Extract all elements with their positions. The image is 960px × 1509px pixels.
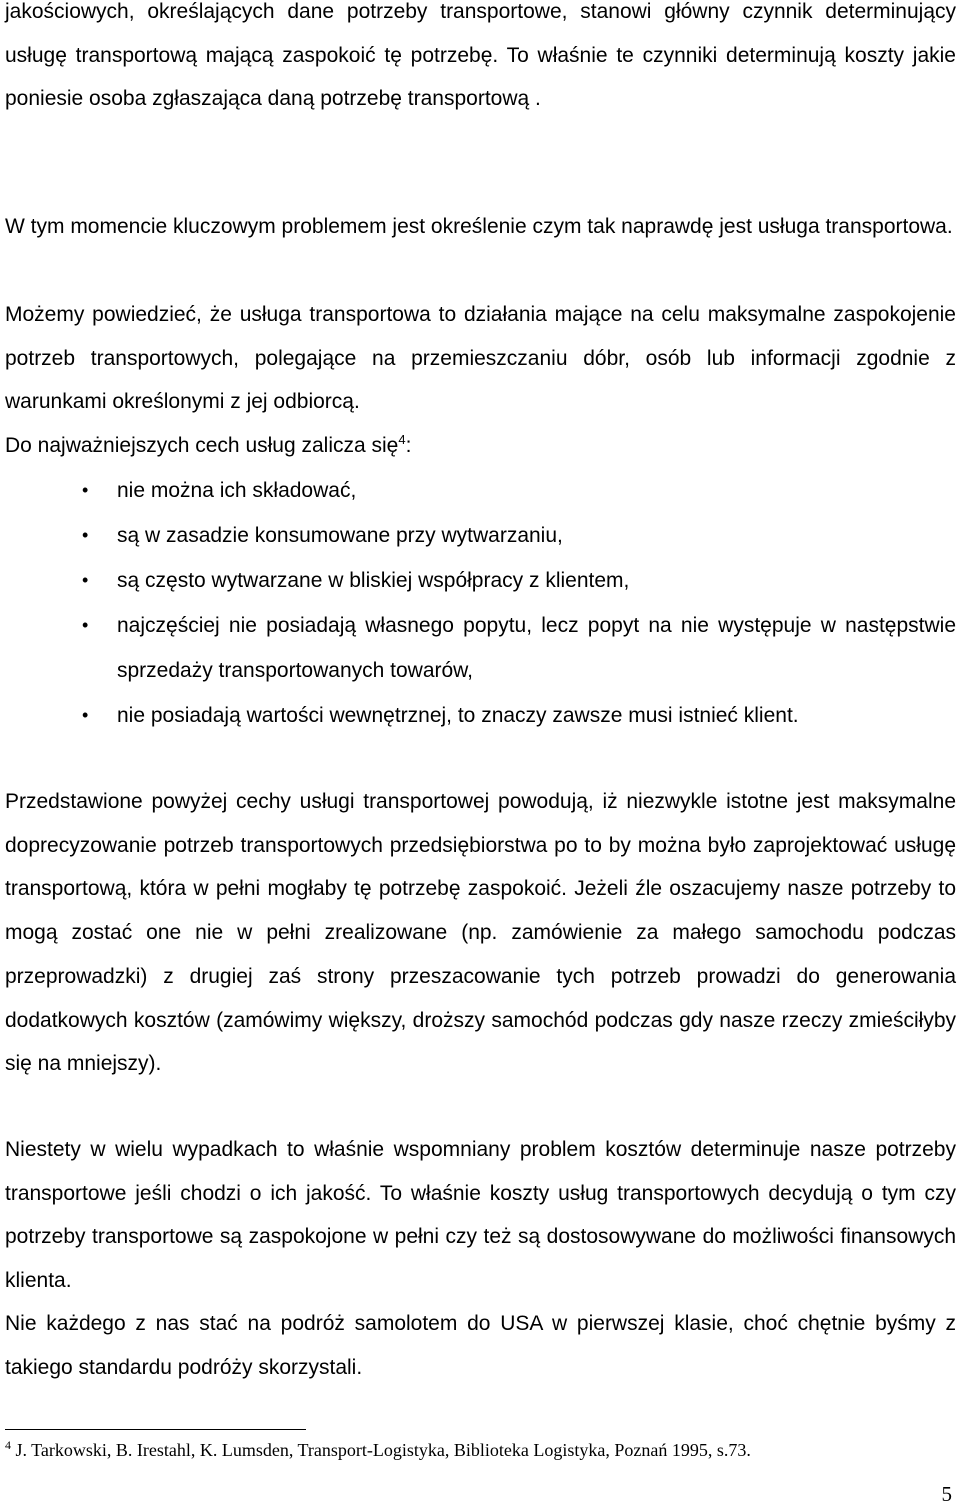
list-item-text: nie można ich składować, [117, 479, 357, 502]
bullet-icon: • [82, 480, 89, 500]
features-intro-colon: : [405, 434, 412, 457]
features-intro-text: Do najważniejszych cech usług zalicza się [5, 434, 399, 457]
list-item-text: najczęściej nie posiadają własnego popytu, lecz popyt na nie występuje w następstwie sprzedaży transportowanych towarów, [117, 614, 956, 682]
footnote-text: J. Tarkowski, B. Irestahl, K. Lumsden, Transport-Logistyka, Biblioteka Logistyka, Poznań 1995, s.73. [11, 1440, 751, 1460]
list-item-text: nie posiadają wartości wewnętrznej, to znaczy zawsze musi istnieć klient. [117, 704, 799, 727]
list-item [5, 468, 956, 513]
paragraph-key-problem: W tym momencie kluczowym problemem jest określenie czym tak naprawdę jest usługa transportowa. [5, 215, 953, 238]
list-item [5, 603, 956, 693]
footnote-number: 4 [5, 1438, 11, 1452]
list-item [5, 558, 956, 603]
footnote [5, 1438, 751, 1462]
footnote-divider [5, 1429, 306, 1430]
list-item-text: są często wytwarzane w bliskiej współpracy z klientem, [117, 569, 630, 592]
paragraph-features-intro [5, 424, 956, 468]
bullet-icon: • [82, 615, 89, 635]
bullet-icon: • [82, 705, 89, 725]
bullet-icon: • [82, 525, 89, 545]
paragraph-example: Nie każdego z nas stać na podróż samolotem do USA w pierwszej klasie, choć chętnie byśmy z takiego standardu podróży skorzystali. [5, 1312, 956, 1379]
paragraph-costs: Niestety w wielu wypadkach to właśnie wspomniany problem kosztów determinuje nasze potrzeby transportowe jeśli chodzi o ich jakość. To właśnie koszty usług transportowych decydują o tym czy potrzeby transportowe są zaspokojone w pełni czy też są dostosowywane do możliwości finansowych klienta. [5, 1138, 956, 1293]
list-item-text: są w zasadzie konsumowane przy wytwarzaniu, [117, 524, 563, 547]
page-number: 5 [941, 1482, 952, 1506]
features-list [5, 468, 956, 738]
list-item [5, 693, 956, 738]
paragraph-quality-factors: jakościowych, określających dane potrzeby transportowe, stanowi główny czynnik determinujący usługę transportową mającą zaspokoić tę potrzebę. To właśnie te czynniki determinują koszty jakie poniesie osoba zgłaszająca daną potrzebę transportową . [5, 0, 956, 111]
paragraph-definition: Możemy powiedzieć, że usługa transportowa to działania mające na celu maksymalne zaspokojenie potrzeb transportowych, polegające na przemieszczaniu dóbr, osób lub informacji zgodnie z warunkami określonymi z jej odbiorcą. [5, 303, 956, 414]
footnote-reference[interactable]: 4 [398, 432, 406, 447]
list-item [5, 513, 956, 558]
paragraph-precision: Przedstawione powyżej cechy usługi transportowej powodują, iż niezwykle istotne jest maksymalne doprecyzowanie potrzeb transportowych przedsiębiorstwa po to by można było zaprojektować usługę transportową, która w pełni mogłaby tę potrzebę zaspokoić. Jeżeli źle oszacujemy nasze potrzeby to mogą zostać one nie w pełni zrealizowane (np. zamówienie za małego samochodu podczas przeprowadzki) z drugiej zaś strony przeszacowanie tych potrzeb prowadzi do generowania dodatkowych kosztów (zamówimy większy, droższy samochód podczas gdy nasze rzeczy zmieściłyby się na mniejszy). [5, 790, 956, 1076]
bullet-icon: • [82, 570, 89, 590]
